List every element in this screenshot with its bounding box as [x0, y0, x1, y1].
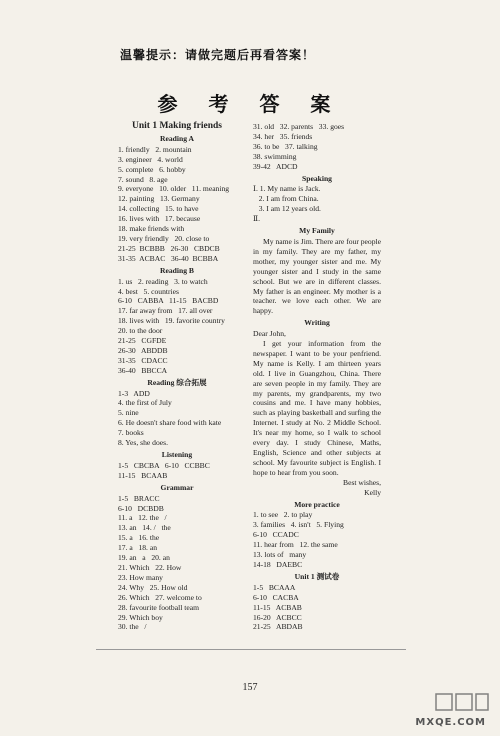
answer-line: 1. friendly 2. mountain	[118, 144, 192, 154]
answer-line: 29. Which boy	[118, 612, 163, 622]
section-heading: Reading B	[160, 265, 194, 275]
answer-line: 5. nine	[118, 408, 139, 418]
answer-line: 1. us 2. reading 3. to watch	[118, 276, 208, 286]
answer-line: 21-25 CGFDE	[118, 336, 167, 346]
answer-line: 26. Which 27. welcome to	[118, 592, 202, 602]
answer-line: 6-10 DCBDB	[118, 503, 164, 513]
answer-line: 6-10 CABBA 11-15 BACBD	[118, 296, 219, 306]
answer-line: 3. I am 12 years old.	[253, 204, 321, 214]
section-heading: Grammar	[160, 482, 194, 492]
unit-title: Unit 1 Making friends	[132, 121, 222, 131]
answer-line: 13. lots of many	[253, 550, 307, 560]
answer-line: 36-40 BBCCA	[118, 365, 168, 375]
section-heading: Listening	[161, 450, 193, 459]
speaking-heading: Speaking	[302, 173, 332, 183]
left-column	[118, 122, 236, 632]
answer-line: 6-10 CACBA	[253, 592, 299, 602]
answer-line: 11. a 12. the /	[118, 513, 167, 523]
watermark-logo-icon	[390, 692, 490, 716]
answer-line: 18. make friends with	[118, 224, 185, 234]
answer-line: 8. Yes, she does.	[118, 438, 168, 448]
answer-line: 21. Which 22. How	[118, 562, 182, 572]
answer-line: 1-5 CBCBA 6-10 CCBBC	[118, 460, 210, 470]
answer-line: 17. far away from 17. all over	[118, 306, 213, 316]
watermark	[390, 692, 490, 728]
notice-line: 温馨提示：请做完题后再看答案！	[120, 48, 316, 62]
answer-line: Ⅰ. 1. My name is Jack.	[253, 184, 321, 194]
answer-line: 39-42 ADCD	[253, 161, 298, 171]
answer-line: 36. to be 37. talking	[253, 141, 318, 151]
answer-line: 18. lives with 19. favorite country	[118, 316, 225, 326]
family-heading: My Family	[299, 226, 335, 236]
writing-text: I get your information from the newspaper. I want to be your penfriend. My name is Kelly. I am thirteen years old. I live in Guangzhou, China. There are seven people in my family. They are my parents, my grandparents, my two cousins and me. I have many hobbies, such as playing basketball and surfing the Internet. I study at No. 2 Middle School. It's near my home, so I walk to school every day. I study Chinese, Maths, English, Science and other subjects at school. My favourite subject is English. I hope to hear from you soon.	[253, 339, 381, 477]
page-title: 参 考 答 案	[157, 92, 343, 116]
answer-line: Ⅱ.	[253, 214, 261, 224]
answer-line: 28. favourite football team	[118, 602, 199, 612]
answer-line: 2. I am from China.	[253, 194, 319, 204]
speaking-lines	[253, 184, 381, 224]
answer-line: 1-5 BCAAA	[253, 582, 296, 592]
answer-line: 24. Why 25. How old	[118, 582, 188, 592]
writing-salutation: Dear John,	[253, 329, 286, 339]
answer-line: 5. complete 6. hobby	[118, 164, 186, 174]
section-heading: Reading A	[160, 133, 194, 143]
answer-line: 38. swimming	[253, 151, 297, 161]
answer-line: 11-15 ACBAB	[253, 602, 302, 612]
answer-line: 4. the first of July	[118, 398, 172, 408]
answer-line: 30. the /	[118, 622, 147, 632]
answer-line: 20. to the door	[118, 326, 163, 336]
answer-line: 26-30 ABDDB	[118, 345, 168, 355]
answer-line: 6. He doesn't share food with kate	[118, 418, 222, 428]
test-heading: Unit 1 测试卷	[294, 571, 340, 581]
test-lines	[253, 583, 381, 633]
answer-line: 15. a 16. the	[118, 533, 160, 543]
answer-line: 7. books	[118, 428, 144, 438]
answer-line: 14-18 DAEBC	[253, 559, 303, 569]
answer-line: 23. How many	[118, 572, 163, 582]
writing-name: Kelly	[364, 487, 381, 497]
answer-line: 31-35 CDACC	[118, 355, 168, 365]
section-heading: Reading 综合拓展	[147, 377, 207, 387]
answer-line: 12. painting 13. Germany	[118, 194, 200, 204]
answer-line: 19. very friendly 20. close to	[118, 233, 210, 243]
divider-line	[96, 649, 406, 650]
answer-line: 21-25 BCBBB 26-30 CBDCB	[118, 243, 220, 253]
answer-line: 13. an 14. / the	[118, 523, 171, 533]
answer-line: 11-15 BCAAB	[118, 470, 168, 480]
page-number: 157	[242, 682, 258, 693]
answer-line: 9. everyone 10. older 11. meaning	[118, 184, 230, 194]
answer-line: 21-25 ABDAB	[253, 622, 303, 632]
writing-heading: Writing	[304, 318, 330, 328]
answer-line: 31-35 ACBAC 36-40 BCBBA	[118, 253, 219, 263]
watermark-url: MXQE.COM	[415, 717, 486, 728]
practice-lines	[253, 510, 381, 569]
answer-line: 4. best 5. countries	[118, 286, 179, 296]
right-column	[253, 122, 381, 632]
writing-closing: Best wishes,	[343, 477, 381, 487]
answer-line: 31. old 32. parents 33. goes	[253, 122, 345, 131]
answer-line: 16-20 ACBCC	[253, 612, 302, 622]
answer-line: 19. an a 20. an	[118, 553, 170, 563]
right-top-lines	[253, 122, 381, 172]
practice-heading: More practice	[294, 499, 340, 509]
answer-line: 1. to see 2. to play	[253, 510, 313, 520]
family-text: My name is Jim. There are four people in my family. They are my father, my mother, my younger sister and me. My younger sister and I study in the same school. But we are in different classes. My father is an engineer. My mother is a teacher. we love each other. We are happy.	[253, 236, 381, 316]
answer-line: 11. hear from 12. the same	[253, 540, 338, 550]
answer-line: 1-5 BRACC	[118, 493, 160, 503]
answer-line: 3. families 4. isn't 5. Flying	[253, 520, 344, 530]
answer-line: 3. engineer 4. world	[118, 154, 183, 164]
answer-line: 6-10 CCADC	[253, 530, 299, 540]
answer-line: 1-3 ADD	[118, 388, 150, 398]
answer-line: 34. her 35. friends	[253, 131, 313, 141]
left-blocks	[118, 134, 236, 632]
answer-line: 14. collecting 15. to have	[118, 204, 199, 214]
answer-line: 17. a 18. an	[118, 543, 158, 553]
answer-line: 16. lives with 17. because	[118, 214, 201, 224]
answer-line: 7. sound 8. age	[118, 174, 168, 184]
